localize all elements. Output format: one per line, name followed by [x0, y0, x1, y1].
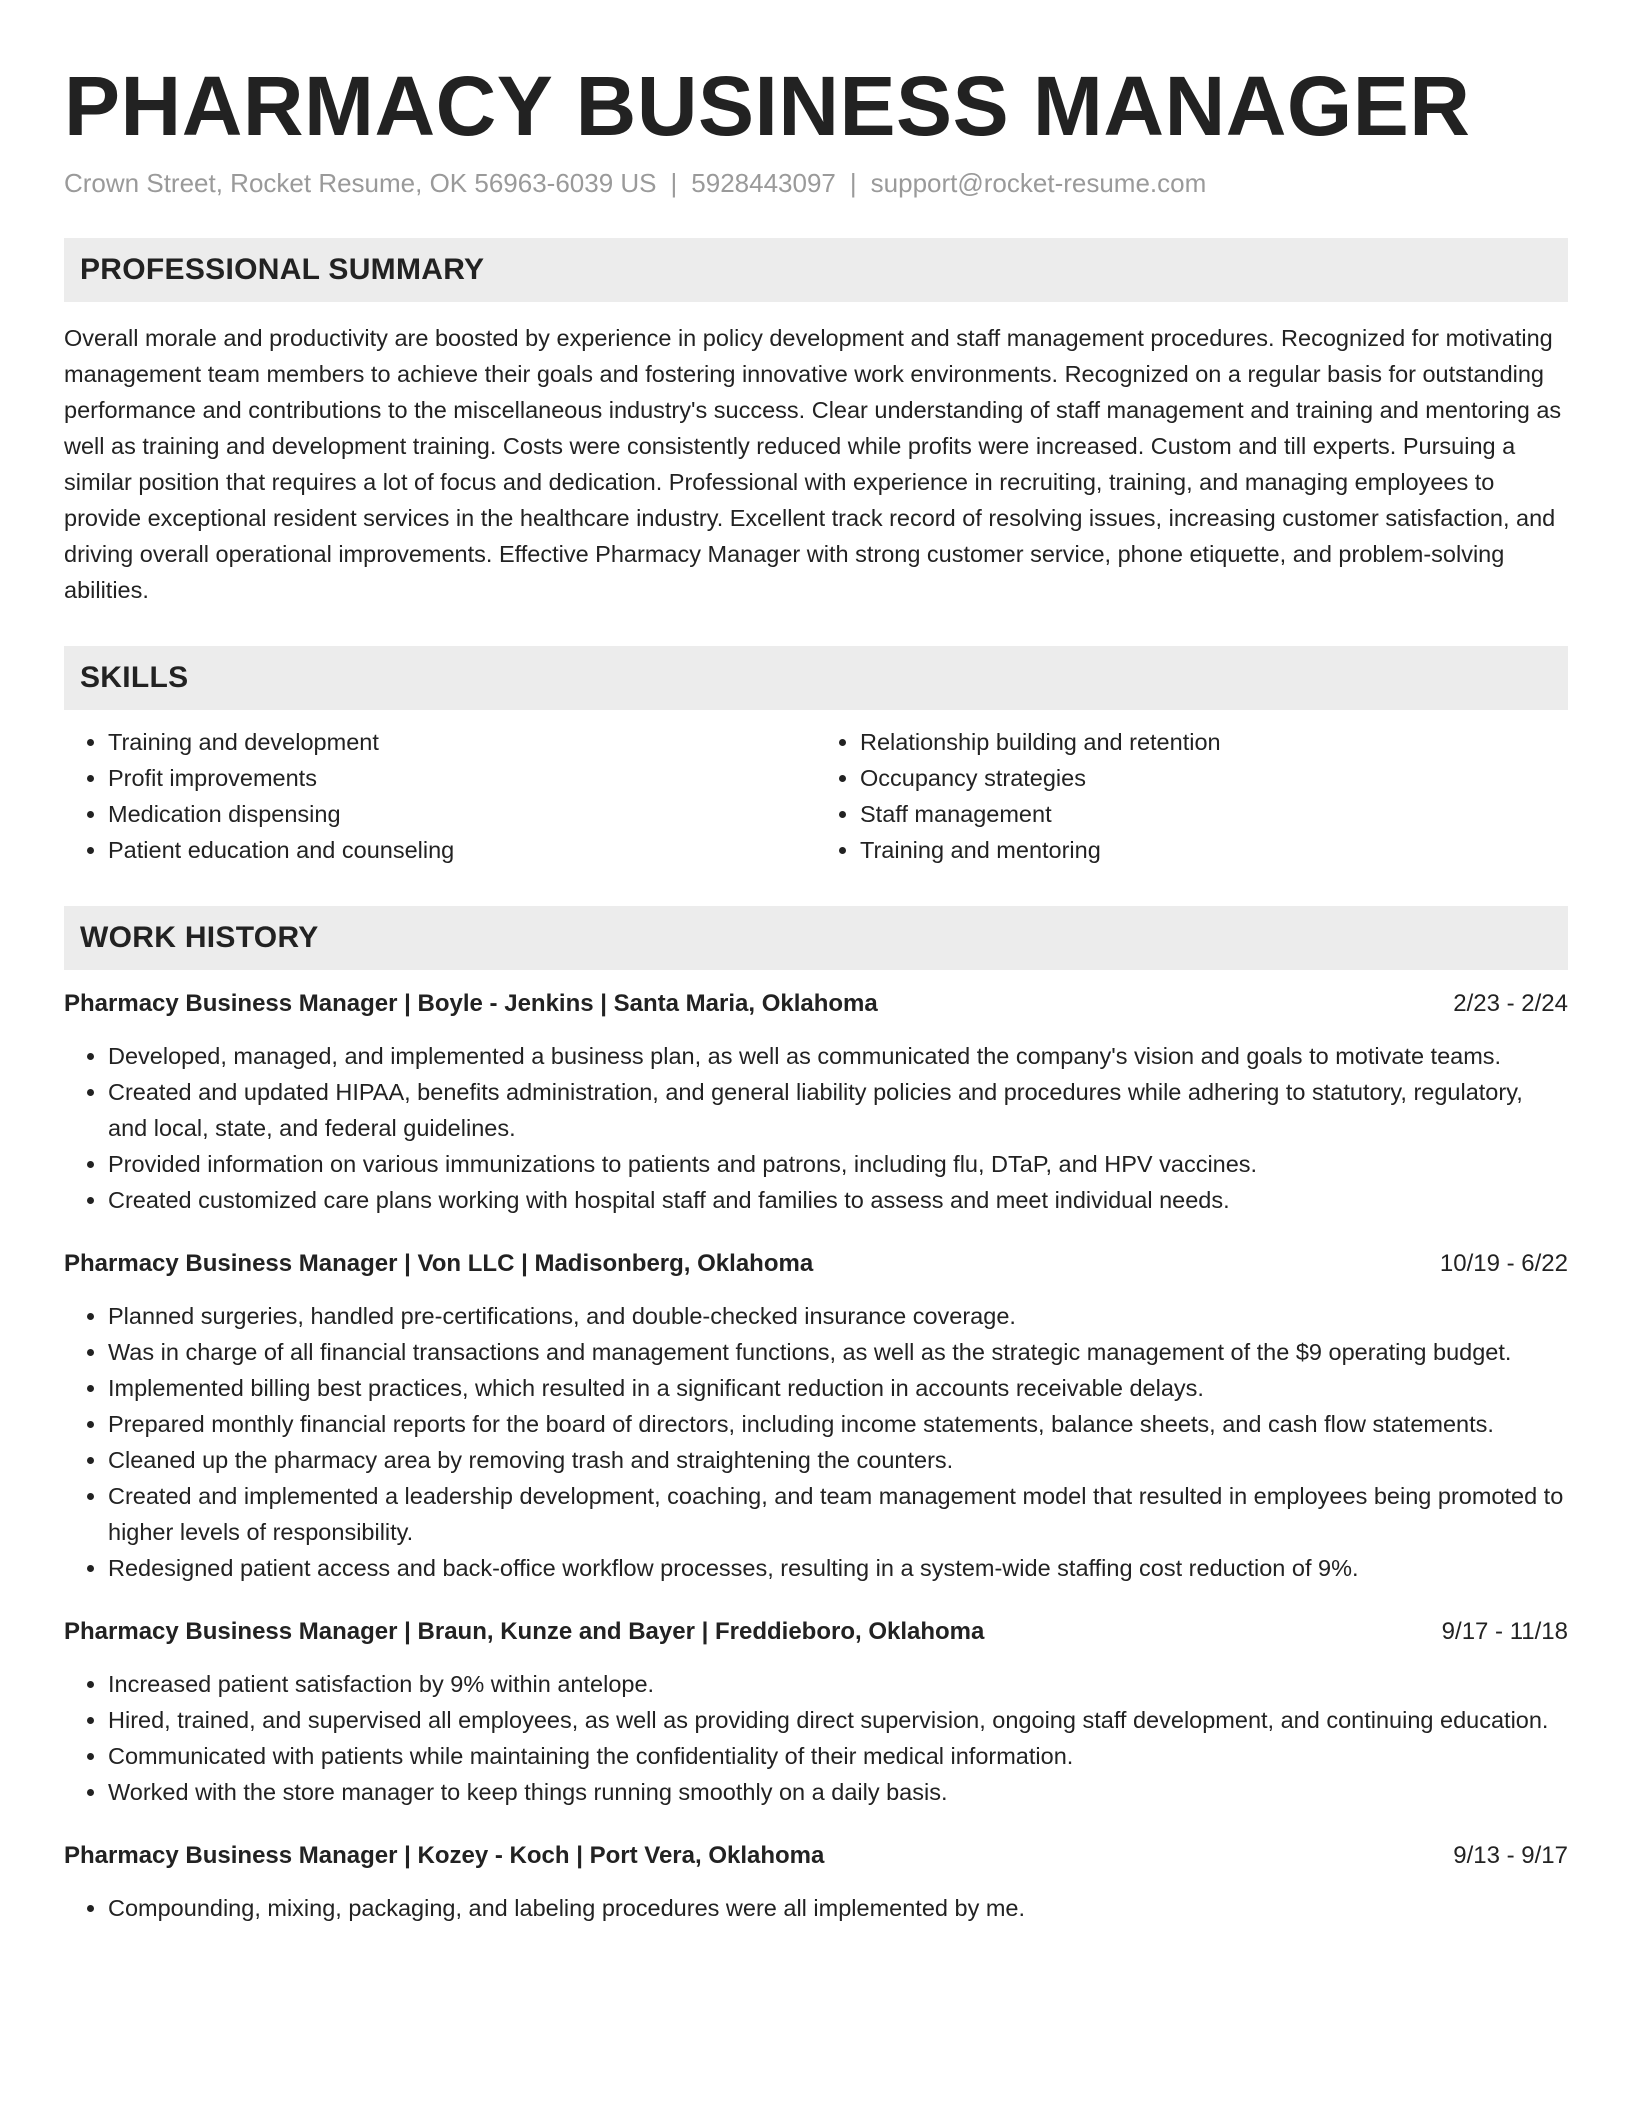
- skill-item: • Training and development: [108, 724, 816, 760]
- job-bullet: • Created customized care plans working with hospital staff and families to assess and meet individual needs.: [108, 1182, 1568, 1218]
- job-bullet: • Prepared monthly financial reports for the board of directors, including income statements, balance sheets, and cash flow statements.: [108, 1406, 1568, 1442]
- job-bullet: • Provided information on various immunizations to patients and patrons, including flu, DTaP, and HPV vaccines.: [108, 1146, 1568, 1182]
- job-header: [64, 986, 1568, 1022]
- skill-item: • Staff management: [860, 796, 1568, 832]
- job-dates: 10/19 - 6/22: [1439, 1250, 1568, 1277]
- job-bullet: • Cleaned up the pharmacy area by removing trash and straightening the counters.: [108, 1442, 1568, 1478]
- job-bullet: • Redesigned patient access and back-office workflow processes, resulting in a system-wide staffing cost reduction of 9%.: [108, 1550, 1568, 1586]
- job-title: Pharmacy Business Manager | Von LLC | Madisonberg, Oklahoma: [64, 1250, 814, 1277]
- job-header: [64, 1838, 1568, 1874]
- job-bullet: • Implemented billing best practices, which resulted in a significant reduction in accounts receivable delays.: [108, 1370, 1568, 1406]
- section-heading-work-history: WORK HISTORY: [64, 906, 1568, 970]
- job-bullets: [64, 1890, 1568, 1926]
- skill-item: • Medication dispensing: [108, 796, 816, 832]
- job-entry: [64, 986, 1568, 1218]
- job-dates: 9/13 - 9/17: [1453, 1842, 1568, 1869]
- skill-item: • Occupancy strategies: [860, 760, 1568, 796]
- job-bullet: • Communicated with patients while maintaining the confidentiality of their medical information.: [108, 1738, 1568, 1774]
- job-bullet: • Developed, managed, and implemented a business plan, as well as communicated the company's vision and goals to motivate teams.: [108, 1038, 1568, 1074]
- job-entry: [64, 1838, 1568, 1926]
- job-bullet: • Created and updated HIPAA, benefits administration, and general liability policies and procedures while adhering to statutory, regulatory, and local, state, and federal guidelines.: [108, 1074, 1568, 1146]
- job-bullet: • Created and implemented a leadership development, coaching, and team management model that resulted in employees being promoted to higher levels of responsibility.: [108, 1478, 1568, 1550]
- skill-item: • Profit improvements: [108, 760, 816, 796]
- phone: 5928443097: [691, 168, 836, 198]
- job-entry: [64, 1614, 1568, 1810]
- job-bullets: [64, 1666, 1568, 1810]
- job-dates: 9/17 - 11/18: [1441, 1618, 1568, 1645]
- job-entry: [64, 1246, 1568, 1586]
- job-title: Pharmacy Business Manager | Kozey - Koch | Port Vera, Oklahoma: [64, 1842, 825, 1869]
- section-heading-summary: PROFESSIONAL SUMMARY: [64, 238, 1568, 302]
- email-link[interactable]: support@rocket-resume.com: [870, 168, 1207, 198]
- separator: |: [849, 168, 857, 198]
- job-title: Pharmacy Business Manager | Braun, Kunze and Bayer | Freddieboro, Oklahoma: [64, 1618, 985, 1645]
- job-bullets: [64, 1298, 1568, 1586]
- skills-columns: [64, 724, 1568, 868]
- skill-item: • Training and mentoring: [860, 832, 1568, 868]
- job-header: [64, 1614, 1568, 1650]
- skills-list-left: [64, 724, 816, 868]
- section-heading-skills: SKILLS: [64, 646, 1568, 710]
- job-bullet: • Compounding, mixing, packaging, and labeling procedures were all implemented by me.: [108, 1890, 1568, 1926]
- job-dates: 2/23 - 2/24: [1453, 990, 1568, 1017]
- candidate-name: PHARMACY BUSINESS MANAGER: [64, 59, 1471, 153]
- separator: |: [670, 168, 678, 198]
- contact-line: [64, 166, 1568, 200]
- skills-list-right: [816, 724, 1568, 868]
- summary-text: Overall morale and productivity are boosted by experience in policy development and staff management procedures. Recognized for motivating management team members to achieve their goals and fostering innovative work environments. Recognized on a regular basis for outstanding performance and contributions to the miscellaneous industry's success. Clear understanding of staff management and training and mentoring as well as training and development training. Costs were consistently reduced while profits were increased. Custom and till experts. Pursuing a similar position that requires a lot of focus and dedication. Professional with experience in recruiting, training, and managing employees to provide exceptional resident services in the healthcare industry. Excellent track record of resolving issues, increasing customer satisfaction, and driving overall operational improvements. Effective Pharmacy Manager with strong customer service, phone etiquette, and problem-solving abilities.: [64, 325, 1562, 603]
- job-title: Pharmacy Business Manager | Boyle - Jenkins | Santa Maria, Oklahoma: [64, 990, 878, 1017]
- address: Crown Street, Rocket Resume, OK 56963-6039 US: [64, 168, 657, 198]
- job-bullet: • Was in charge of all financial transactions and management functions, as well as the strategic management of the $9 operating budget.: [108, 1334, 1568, 1370]
- job-bullet: • Planned surgeries, handled pre-certifications, and double-checked insurance coverage.: [108, 1298, 1568, 1334]
- job-header: [64, 1246, 1568, 1282]
- job-bullet: • Worked with the store manager to keep things running smoothly on a daily basis.: [108, 1774, 1568, 1810]
- job-bullets: [64, 1038, 1568, 1218]
- job-bullet: • Hired, trained, and supervised all employees, as well as providing direct supervision, ongoing staff development, and continuing education.: [108, 1702, 1568, 1738]
- skill-item: • Relationship building and retention: [860, 724, 1568, 760]
- job-bullet: • Increased patient satisfaction by 9% within antelope.: [108, 1666, 1568, 1702]
- skill-item: • Patient education and counseling: [108, 832, 816, 868]
